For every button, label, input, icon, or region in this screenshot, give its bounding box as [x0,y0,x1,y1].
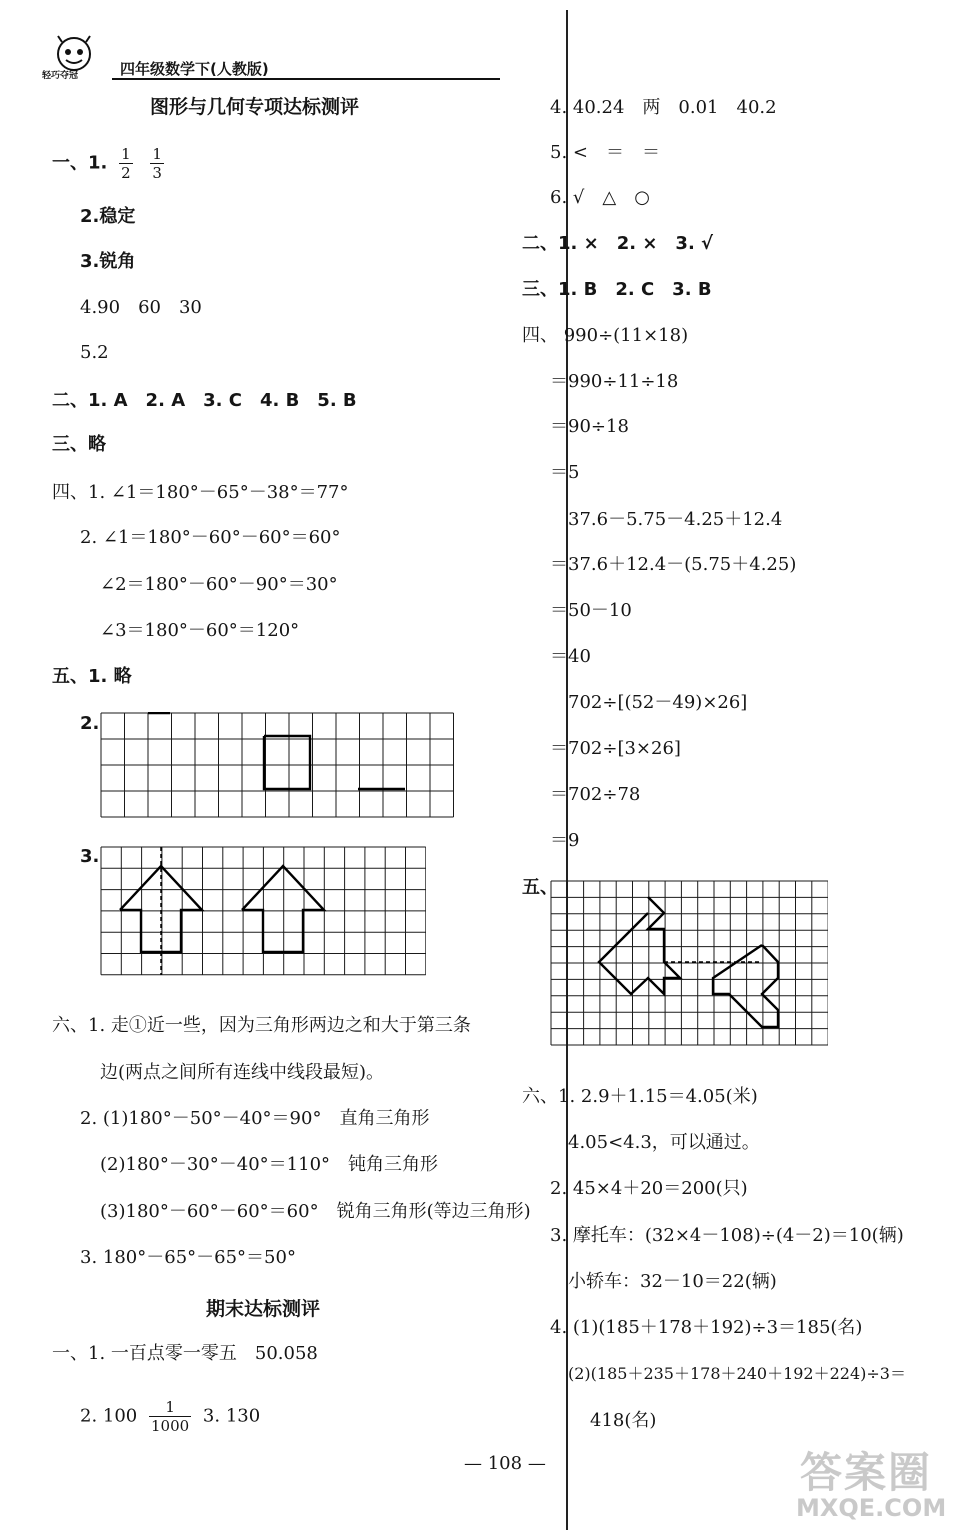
watermark-logo: 答案圈 [800,1448,933,1497]
fraction: $\frac{1}{2}$ [121,145,131,182]
answer-r6-3a: 3. 摩托车：(32×4－108)÷(4－2)＝10(辆) [550,1225,904,1246]
watermark-url: MXQE.COM [796,1494,947,1522]
fraction: $\frac{1}{3}$ [152,145,162,182]
section-title-final: 期末达标测评 [206,1298,321,1320]
final-answer-1-2: 2. 100 $\frac{1}{1000}$ 3. 130 [80,1398,261,1435]
answer-2: 二、1. A 2. A 3. C 4. B 5. B [52,390,357,411]
answer-r6-1b: 4.05<4.3，可以通过。 [568,1132,760,1153]
answer-1-5: 5.2 [80,342,109,363]
calc-1-title: 四、 990÷(11×18) [522,325,689,346]
answer-6-3: 3. 180°－65°－65°＝50° [80,1247,296,1268]
answer-r5-label: 五、 [522,877,558,898]
answer-r6-2: 2. 45×4＋20＝200(只) [550,1178,748,1199]
calc-2-step2: ＝50－10 [550,600,632,621]
final-answer-1-1: 一、1. 一百点零一零五 50.058 [52,1343,318,1364]
brand-name: 轻巧夺冠 [42,71,79,81]
answer-r6-1a: 六、1. 2.9＋1.15＝4.05(米) [522,1086,758,1107]
answer-5-1: 五、1. 略 [52,666,132,687]
answer-6-2-3: (3)180°－60°－60°＝60° 锐角三角形(等边三角形) [100,1201,531,1222]
answer-6-1b: 边(两点之间所有连线中线段最短)。 [100,1062,385,1083]
answer-5-3-label: 3. [80,846,100,867]
calc-2-step1: ＝37.6＋12.4－(5.75＋4.25) [550,554,797,575]
calc-2-title: 37.6－5.75－4.25＋12.4 [568,509,783,530]
calc-3-step3: ＝9 [550,830,580,851]
answer-4-2c: ∠3＝180°－60°＝120° [100,620,300,641]
calc-3-step2: ＝702÷78 [550,784,641,805]
header-rule [112,78,500,80]
calc-1-step3: ＝5 [550,462,580,483]
answer-r6: 6. √ △ ○ [550,187,650,208]
answer-r3: 三、1. B 2. C 3. B [522,279,712,300]
answer-4-2b: ∠2＝180°－60°－90°＝30° [100,574,338,595]
calc-2-step3: ＝40 [550,646,591,667]
answer-4-1: 四、1. ∠1＝180°－65°－38°＝77° [52,482,349,503]
page-number: — 108 — [464,1453,546,1474]
answer-1-4: 4.90 60 30 [80,297,202,318]
answer-1-2: 2.稳定 [80,206,136,227]
answer-1-3: 3.锐角 [80,251,136,272]
answer-r4: 4. 40.24 两 0.01 40.2 [550,97,777,118]
answer-6-2-1: 2. (1)180°－50°－40°＝90° 直角三角形 [80,1108,430,1129]
section-title-geometry: 图形与几何专项达标测评 [150,96,360,118]
fraction: $\frac{1}{1000}$ [151,1398,190,1435]
grid-figure-5-2 [100,712,454,818]
answer-r6-3b: 小轿车：32－10＝22(辆) [568,1271,777,1292]
answer-6-1a: 六、1. 走①近一些，因为三角形两边之和大于第三条 [52,1015,471,1036]
calc-3-step1: ＝702÷[3×26] [550,738,681,759]
answer-3: 三、略 [52,434,106,455]
calc-1-step1: ＝990÷11÷18 [550,371,679,392]
answer-r6-4c: 418(名) [590,1410,657,1431]
grid-figure-5-3 [100,846,426,976]
grid-figure-r5 [550,880,828,1046]
answer-r5: 5. < ＝ ＝ [550,142,660,163]
answer-r6-4b: (2)(185＋235＋178＋240＋192＋224)÷3＝ [568,1364,906,1383]
answer-6-2-2: (2)180°－30°－40°＝110° 钝角三角形 [100,1154,439,1175]
calc-1-step2: ＝90÷18 [550,416,629,437]
answer-4-2a: 2. ∠1＝180°－60°－60°＝60° [80,527,341,548]
answer-5-2-label: 2. [80,713,100,734]
answer-r2: 二、1. × 2. × 3. √ [522,233,714,254]
calc-3-title: 702÷[(52－49)×26] [568,692,748,713]
answer-r6-4a: 4. (1)(185＋178＋192)÷3＝185(名) [550,1317,863,1338]
book-title: 四年级数学下(人教版) [120,60,269,78]
answer-1-1: 一、1. $\frac{1}{2}$ $\frac{1}{3}$ [52,145,162,182]
